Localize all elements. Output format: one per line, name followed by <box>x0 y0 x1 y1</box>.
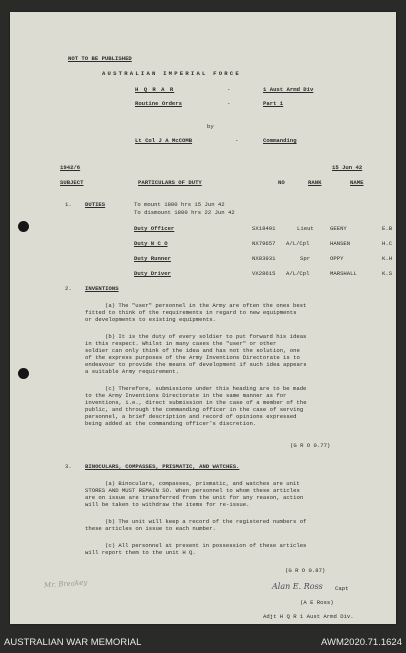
order-date: 15 Jun 42 <box>332 164 363 171</box>
footer-credit: AUSTRALIAN WAR MEMORIAL <box>4 637 142 648</box>
section-number: 1. <box>65 201 72 208</box>
punch-hole <box>18 221 29 232</box>
gro-reference: (G R O 0.77) <box>290 442 331 449</box>
column-header-subject: SUBJECT <box>60 179 84 186</box>
footer <box>0 627 406 653</box>
rank: A/L/Cpl <box>286 240 310 247</box>
text-line: fitted to think of the requirements in regard to new equipments <box>85 309 297 316</box>
text-line: of the express purposes of the Army Inventions Directorate is to <box>85 354 300 361</box>
text-line: (c) All personnel at present in possession of these articles <box>105 542 307 549</box>
column-header-no: NO <box>278 179 285 186</box>
initials: K.S <box>382 270 393 277</box>
text-line: endeavour to provide the means of development if such idea appears <box>85 361 307 368</box>
text-line: (c) Therefore, submissions under this heading are to be made <box>105 385 307 392</box>
service-number: NX83931 <box>252 255 276 262</box>
duty-label: Duty N C O <box>134 240 168 247</box>
service-number: NX79657 <box>252 240 276 247</box>
gro-reference: (G R O 0.87) <box>285 567 326 574</box>
dismount-time: To dismount 1800 hrs 22 Jun 42 <box>134 209 235 216</box>
commander-name: Lt Col J A McCOMB <box>135 137 193 144</box>
commander-role: Commanding <box>263 137 297 144</box>
section-title-duties: DUTIES <box>85 201 106 208</box>
initials: K.H <box>382 255 393 262</box>
text-line: public, and through the commanding officer in the case of serving <box>85 406 304 413</box>
surname: GEENY <box>330 225 347 232</box>
rank: Spr <box>300 255 311 262</box>
surname: MARSHALL <box>330 270 357 277</box>
initials: H.C <box>382 240 393 247</box>
dash: - <box>227 86 231 93</box>
duty-label: Duty Driver <box>134 270 171 277</box>
signature: Alan E. Ross <box>272 582 323 591</box>
section-number: 2. <box>65 285 72 292</box>
text-line: inventions, i.e., direct submission in the case of a member of the <box>85 399 307 406</box>
section-title-inventions: INVENTIONS <box>85 285 119 292</box>
duty-label: Duty Officer <box>134 225 175 232</box>
text-line: (b) The unit will keep a record of the registered numbers of <box>105 518 307 525</box>
rank: A/L/Cpl <box>286 270 310 277</box>
surname: HANSEN <box>330 240 351 247</box>
surname: OPPY <box>330 255 344 262</box>
text-line: to the Army Inventions Directorate in the same manner as for <box>85 392 287 399</box>
pencil-note: Mr. Breakey <box>43 578 88 590</box>
section-number: 3. <box>65 463 72 470</box>
text-line: soldier can only think of the idea and has not the solution, one <box>85 347 300 354</box>
service-number: VX28615 <box>252 270 276 277</box>
text-line: a suitable Army requirement. <box>85 368 179 375</box>
duty-label: Duty Runner <box>134 255 171 262</box>
section-title-binoculars: BINOCULARS, COMPASSES, PRISMATIC, AND WATCHES. <box>85 463 240 470</box>
dash: - <box>227 100 231 107</box>
signature-rank: Capt <box>335 585 349 592</box>
footer-accession-number: AWM2020.71.1624 <box>321 637 402 648</box>
part-heading: Part 1 <box>263 100 284 107</box>
division-heading: 1 Aust Armd Div <box>263 86 314 93</box>
text-line: STORES AND MUST REMAIN SO. When personnel to whom these articles <box>85 487 300 494</box>
text-line: will be taken to withdraw the items for re-issue. <box>85 501 250 508</box>
punch-hole <box>18 368 29 379</box>
document-page <box>10 12 396 624</box>
signatory-name: (A E Ross) <box>300 599 334 606</box>
order-number: 1942/6 <box>60 164 81 171</box>
text-line: will report them to the unit H Q. <box>85 549 196 556</box>
force-heading: AUSTRALIAN IMPERIAL FORCE <box>102 70 241 77</box>
initials: E.B <box>382 225 393 232</box>
hq-heading: H Q R A R <box>135 86 175 93</box>
mount-time: To mount 1800 hrs 15 Jun 42 <box>134 201 225 208</box>
routine-orders-heading: Routine Orders <box>135 100 182 107</box>
text-line: or developments to existing equipments. <box>85 316 216 323</box>
text-line: (a) Binoculars, compasses, prismatic, and watches are unit <box>105 480 300 487</box>
text-line: personnel, a brief description and record of opinions expressed <box>85 413 297 420</box>
text-line: these articles on issue to each number. <box>85 525 216 532</box>
text-line: (a) The "user" personnel in the Army are often the ones best <box>105 302 307 309</box>
signatory-title: Adjt H Q R 1 Aust Armd Div. <box>263 613 354 620</box>
column-header-particulars: PARTICULARS OF DUTY <box>138 179 202 186</box>
text-line: (b) It is the duty of every soldier to put forward his ideas <box>105 333 307 340</box>
column-header-rank: RANK <box>308 179 322 186</box>
not-published-notice: NOT TO BE PUBLISHED <box>68 55 132 62</box>
service-number: SX18491 <box>252 225 276 232</box>
text-line: in this respect. Whilst in many cases the "user" or other <box>85 340 277 347</box>
text-line: being added at the commanding officer's discretion. <box>85 420 257 427</box>
rank: Lieut <box>297 225 314 232</box>
column-header-name: NAME <box>350 179 364 186</box>
by-text: by <box>207 123 214 130</box>
text-line: are on issue are transferred from the unit for any reason, action <box>85 494 304 501</box>
dash: - <box>235 137 239 144</box>
